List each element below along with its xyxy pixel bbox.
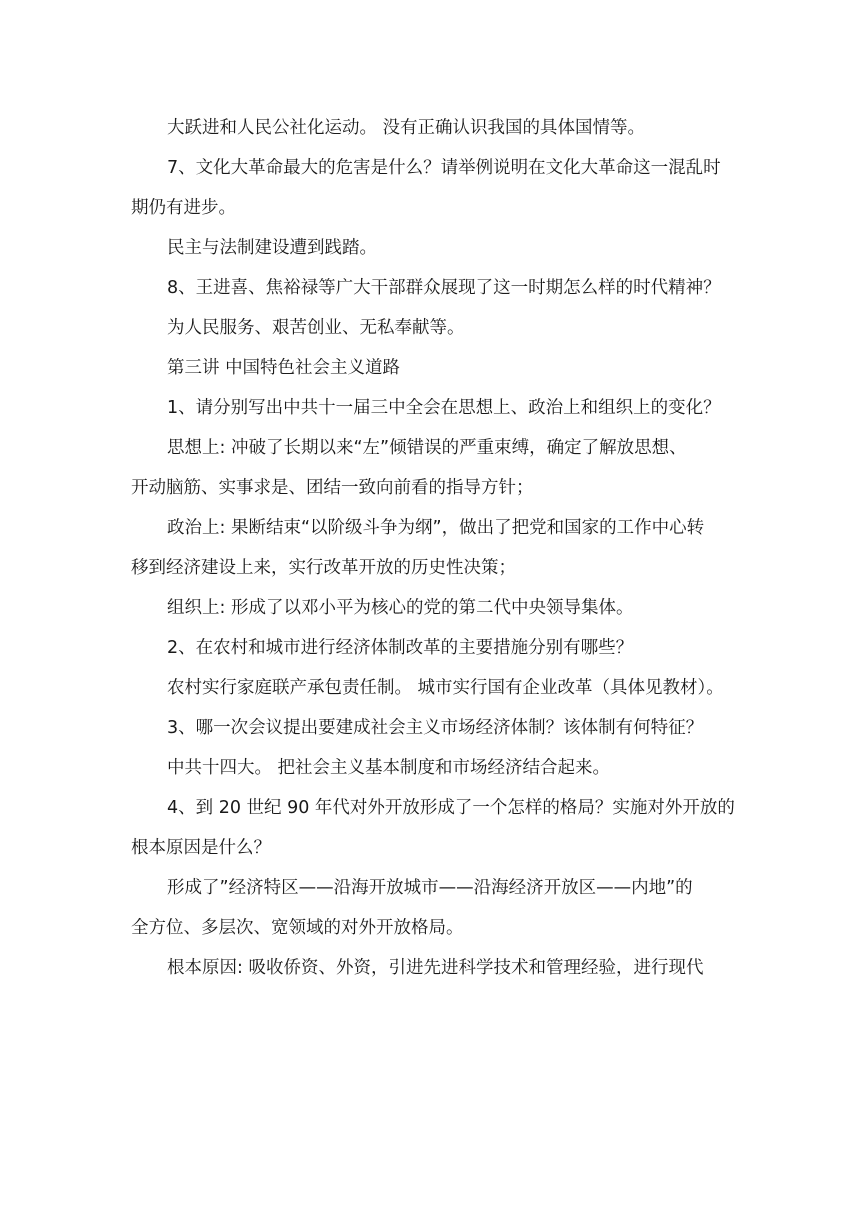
question-8: 8、王进喜、焦裕禄等广大干部群众展现了这一时期怎么样的时代精神？ (167, 278, 721, 298)
section-heading: 第三讲 中国特色社会主义道路 (167, 358, 401, 378)
answer-2: 农村实行家庭联产承包责任制。 城市实行国有企业改革（具体见教材）。 (167, 678, 724, 698)
answer-1-politics-line-2: 移到经济建设上来，实行改革开放的历史性决策； (131, 558, 516, 578)
answer-1-ideology-line-2: 开动脑筋、实事求是、团结一致向前看的指导方针； (131, 478, 534, 498)
question-1: 1、请分别写出中共十一届三中全会在思想上、政治上和组织上的变化？ (167, 398, 721, 418)
answer-4-reason: 根本原因: 吸收侨资、外资，引进先进科学技术和管理经验，进行现代 (167, 958, 704, 978)
answer-1-politics-line-1: 政治上: 果断结束“以阶级斗争为纲”，做出了把党和国家的工作中心转 (167, 518, 705, 538)
question-3: 3、哪一次会议提出要建成社会主义市场经济体制？该体制有何特征？ (167, 718, 704, 738)
answer-4-line-1: 形成了”经济特区——沿海开放城市——沿海经济开放区——内地”的 (167, 878, 693, 898)
answer-4-line-2: 全方位、多层次、宽领域的对外开放格局。 (131, 918, 464, 938)
document-body (131, 108, 735, 988)
answer-1-ideology-line-1: 思想上: 冲破了长期以来“左”倾错误的严重束缚，确定了解放思想、 (167, 438, 687, 458)
question-4-line-1: 4、到 20 世纪 90 年代对外开放形成了一个怎样的格局？实施对外开放的 (167, 798, 735, 818)
question-2: 2、在农村和城市进行经济体制改革的主要措施分别有哪些？ (167, 638, 634, 658)
answer-3: 中共十四大。 把社会主义基本制度和市场经济结合起来。 (167, 758, 611, 778)
answer-8: 为人民服务、艰苦创业、无私奉献等。 (167, 318, 465, 338)
question-4-line-2: 根本原因是什么？ (131, 838, 271, 858)
question-7-line-1: 7、文化大革命最大的危害是什么？请举例说明在文化大革命这一混乱时 (167, 158, 721, 178)
answer-7: 民主与法制建设遭到践踏。 (167, 238, 377, 258)
answer-1-organization: 组织上: 形成了以邓小平为核心的党的第二代中央领导集体。 (167, 598, 634, 618)
paragraph-line: 大跃进和人民公社化运动。 没有正确认识我国的具体国情等。 (167, 118, 646, 138)
question-7-line-2: 期仍有进步。 (131, 198, 236, 218)
